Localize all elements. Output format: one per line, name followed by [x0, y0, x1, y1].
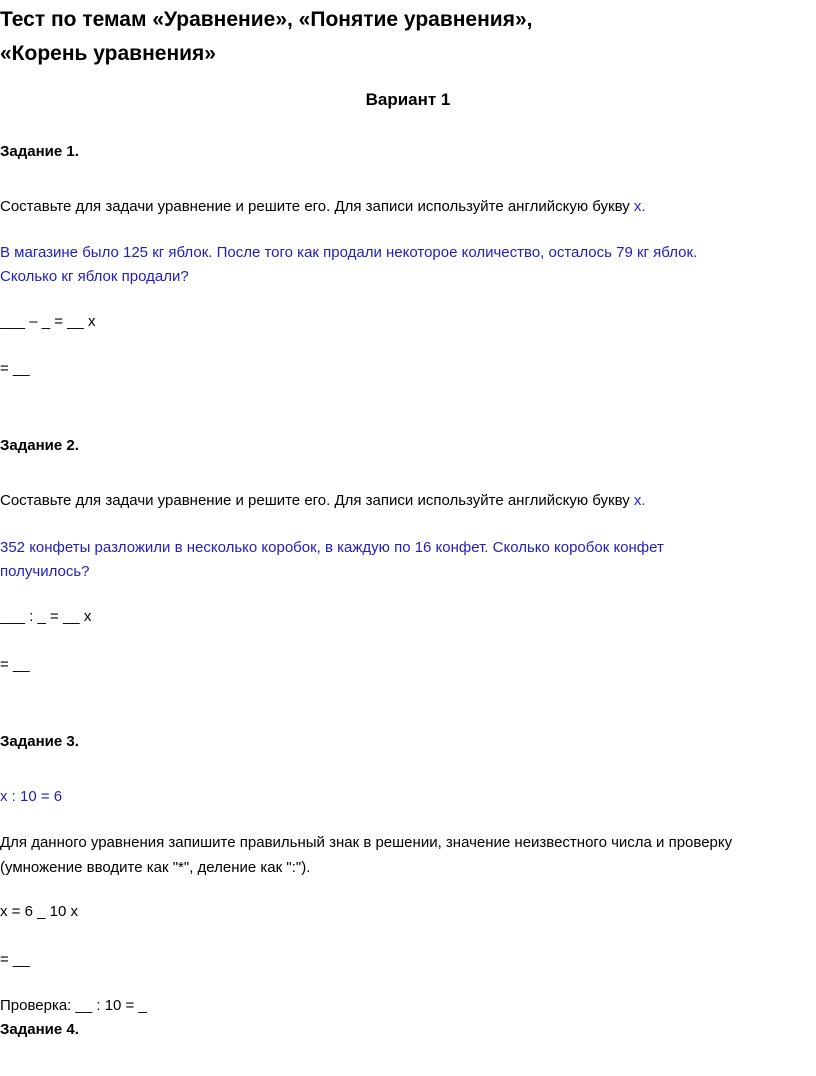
task1-heading: Задание 1.: [0, 143, 79, 160]
task3-solution: x = 6 _ 10 x: [0, 903, 78, 920]
task3-instruction-line-1: Для данного уравнения запишите правильный знак в решении, значение неизвестного числа и проверку: [0, 834, 733, 851]
task2-answer: = __: [0, 656, 30, 673]
task2-letter: x.: [633, 492, 646, 509]
task3-check: Проверка: __ : 10 = _: [0, 997, 147, 1014]
task2-equation: ___ : _ = __ x: [0, 608, 92, 625]
task2-instruction: [0, 490, 646, 512]
task2-problem-line-1: 352 конфеты разложили в несколько коробок, в каждую по 16 конфет. Сколько коробок конфет: [0, 539, 664, 556]
page-title-line-2: «Корень уравнения»: [0, 42, 216, 65]
task3-instruction-line-2: (умножение вводите как "*", деление как ":").: [0, 859, 311, 876]
variant-heading: Вариант 1: [365, 90, 451, 109]
task2-problem-line-2: получилось?: [0, 563, 90, 580]
task4-heading: Задание 4.: [0, 1021, 79, 1038]
task1-instruction: [0, 196, 646, 218]
task1-problem-line-2: Сколько кг яблок продали?: [0, 268, 189, 285]
task1-problem-line-1: В магазине было 125 кг яблок. После того как продали некоторое количество, осталось 79 кг яблок.: [0, 244, 698, 261]
task1-letter: x.: [633, 198, 646, 215]
task2-heading: Задание 2.: [0, 437, 79, 454]
task2-instruction-text: Составьте для задачи уравнение и решите его. Для записи используйте английскую букву: [0, 492, 630, 509]
task1-answer: = __: [0, 360, 30, 377]
page-title-line-1: Тест по темам «Уравнение», «Понятие уравнения»,: [0, 8, 533, 31]
task3-heading: Задание 3.: [0, 733, 79, 750]
task1-instruction-text: Составьте для задачи уравнение и решите его. Для записи используйте английскую букву: [0, 198, 630, 215]
task3-equation: x : 10 = 6: [0, 788, 63, 805]
task1-equation: ___ – _ = __ x: [0, 313, 96, 330]
task3-answer: = __: [0, 951, 30, 968]
